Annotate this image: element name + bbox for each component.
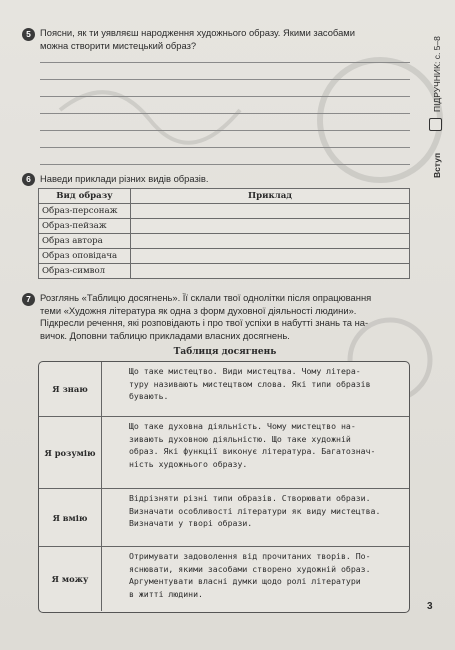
table-row [39, 489, 408, 546]
achievements-table [38, 361, 410, 613]
column-header-example: Приклад [131, 189, 410, 204]
example-cell[interactable] [131, 264, 410, 279]
row-text-can-do[interactable] [101, 489, 408, 546]
task-5-line-2: можна створити мистецький образ? [40, 39, 197, 51]
example-cell[interactable] [131, 219, 410, 234]
task-7-line-1: Розглянь «Таблицю досягнень». Її склали твої однолітки після опрацювання [40, 292, 372, 303]
text-line: Що таке мистецтво. Види мистецтва. Чому літера- [129, 366, 361, 376]
table-row [39, 362, 408, 416]
text-line: зивають духовною діяльністю. Що таке художній [129, 433, 351, 444]
answer-line[interactable] [40, 96, 410, 97]
sidebar-label [432, 153, 442, 178]
row-label-know: Я знаю [52, 384, 88, 394]
page-number: 3 [427, 601, 433, 612]
table-row [39, 204, 410, 219]
task-6-text: Наведи приклади різних видів образів. [40, 173, 209, 184]
row-text-know[interactable] [101, 362, 408, 416]
table-row [39, 547, 408, 611]
task-6-number: 6 [22, 173, 35, 186]
text-line: ність художнього образу. [129, 458, 248, 469]
text-line: туру називають мистецтвом слова. Які типи образів [129, 378, 371, 389]
text-line: Відрізняти різні типи образів. Створювати образи. [129, 493, 371, 503]
answer-line[interactable] [40, 164, 410, 165]
text-line: образ. Які функції виконує література. Багатознач- [129, 446, 376, 457]
answer-line[interactable] [40, 62, 410, 63]
row-label: Образ оповідача [39, 249, 131, 264]
table-row [39, 264, 410, 279]
text-line: Визначати особливості літератури як виду мистецтва. [129, 505, 381, 516]
row-label-understand: Я розумію [44, 447, 96, 458]
task-5-line-1: Поясни, як ти уявляєш народження художнього образу. Якими засобами [40, 27, 355, 38]
task-7-line-4: вичок. Доповни таблицю прикладами власних досягнень. [40, 329, 290, 341]
textbook-icon [429, 118, 442, 131]
text-line: Аргументувати власні думки щодо ролі літератури [129, 576, 361, 587]
row-label-can-do: Я вмію [52, 512, 88, 523]
text-line: Отримувати задоволення від прочитаних творів. По- [129, 551, 371, 561]
image-types-table [38, 188, 410, 279]
row-label: Образ автора [39, 234, 131, 249]
row-label: Образ-символ [39, 264, 131, 279]
row-label: Образ-пейзаж [39, 219, 131, 234]
table-row [39, 219, 410, 234]
table-row [39, 234, 410, 249]
sidebar-section: Вступ [432, 152, 442, 178]
example-cell[interactable] [131, 204, 410, 219]
answer-line[interactable] [40, 147, 410, 148]
example-cell[interactable] [131, 234, 410, 249]
column-header-type: Вид образу [39, 189, 131, 204]
answer-line[interactable] [40, 113, 410, 114]
achievements-table-title: Таблиця досягнень [173, 347, 277, 357]
sidebar-reference: ПІДРУЧНИК: с. 5–8 [432, 36, 442, 112]
task-7-line-2: теми «Художня література як одна з форм духовної діяльності людини». [40, 304, 357, 316]
answer-line[interactable] [40, 130, 410, 131]
table-row [39, 417, 408, 488]
task-5-number: 5 [22, 28, 35, 41]
text-line: в житті людини. [129, 588, 203, 599]
text-line: яснювати, якими засобами створено художній образ. [129, 563, 371, 574]
task-7-number: 7 [22, 293, 35, 306]
row-text-able[interactable] [101, 547, 408, 611]
text-line: Визначати у творі образи. [129, 518, 253, 529]
task-5-text [40, 27, 415, 52]
table-row [39, 249, 410, 264]
row-label-able: Я можу [51, 574, 89, 584]
row-label: Образ-персонаж [39, 204, 131, 219]
answer-line[interactable] [40, 79, 410, 80]
task-7-line-3: Підкресли речення, які розповідають і про твої успіхи в набутті знань та на- [40, 317, 369, 329]
task-7-text [40, 292, 420, 342]
row-text-understand[interactable] [101, 417, 408, 488]
text-line: Що таке духовна діяльність. Чому мистецтво на- [129, 421, 356, 431]
example-cell[interactable] [131, 249, 410, 264]
text-line: бувають. [129, 391, 169, 402]
